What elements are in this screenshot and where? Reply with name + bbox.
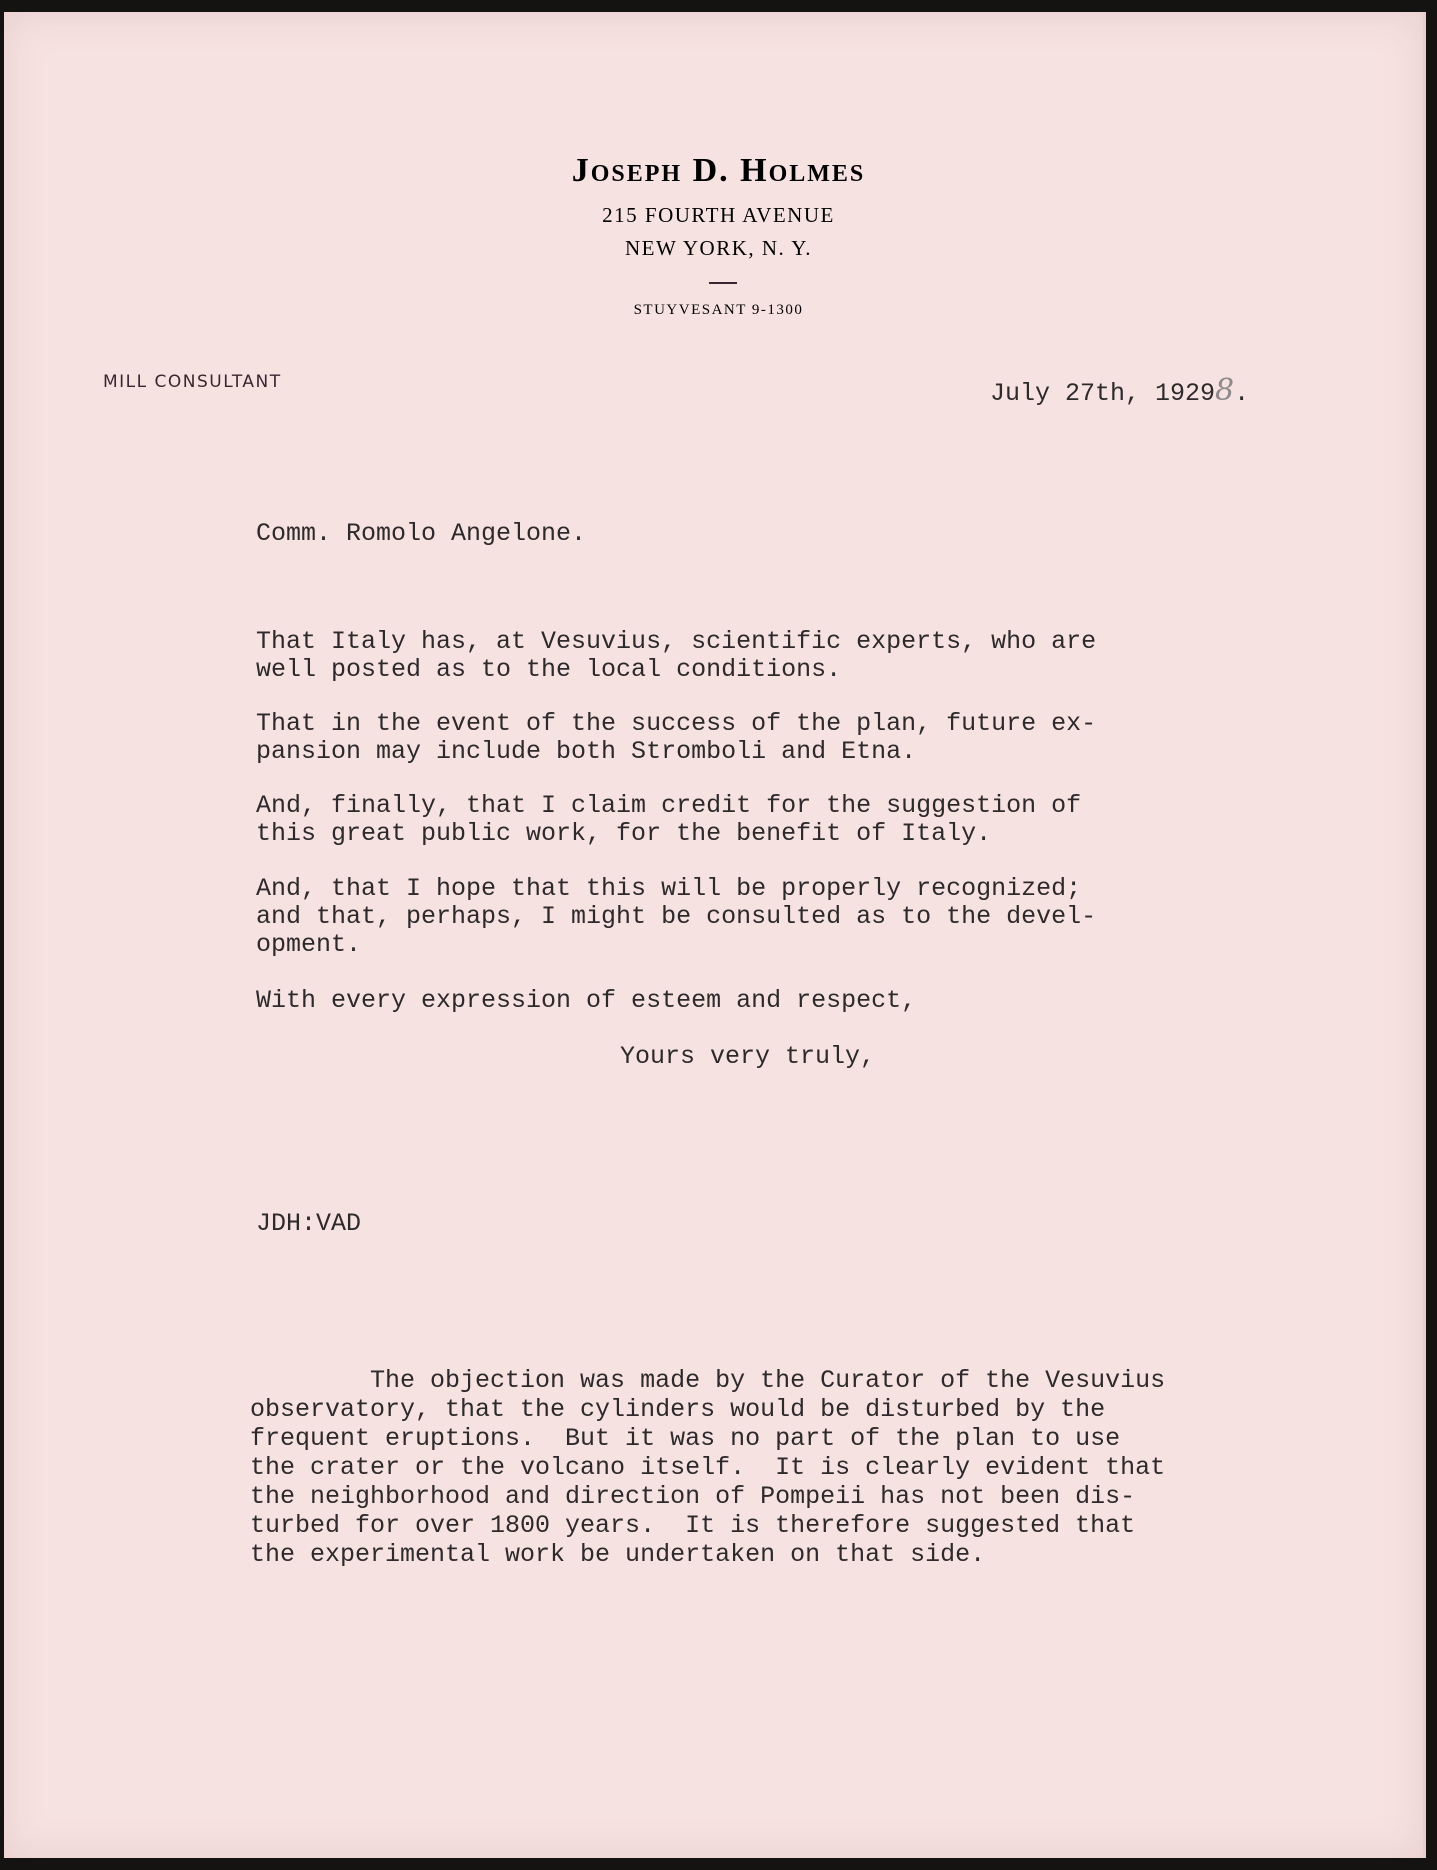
letterhead-divider	[709, 282, 737, 284]
letterhead-address: 215 FOURTH AVENUE	[602, 203, 835, 227]
paragraph-2: That in the event of the success of the plan, future ex- pansion may include both Stromboli and Etna.	[256, 709, 1097, 766]
letterhead-name: Joseph D. Holmes	[571, 152, 866, 189]
paragraph-4: And, that I hope that this will be properly recognized; and that, perhaps, I might be consulted as to the devel- opment.	[256, 874, 1097, 959]
letter-date	[990, 373, 1250, 408]
date-period: .	[1234, 379, 1250, 408]
paragraph-5: With every expression of esteem and respect,	[256, 986, 917, 1015]
letterhead-city: NEW YORK, N. Y.	[624, 236, 812, 260]
reference-initials: JDH:VAD	[256, 1209, 362, 1238]
paragraph-1: That Italy has, at Vesuvius, scientific experts, who are well posted as to the local conditions.	[256, 627, 1097, 684]
date-text: July 27th, 1929	[990, 379, 1216, 408]
closing: Yours very truly,	[620, 1042, 876, 1071]
letterhead-title: MILL CONSULTANT	[103, 372, 282, 392]
date-handwritten-correction: 8	[1215, 373, 1235, 408]
paragraph-3: And, finally, that I claim credit for the suggestion of this great public work, for the benefit of Italy.	[256, 791, 1082, 848]
letterhead-phone: STUYVESANT 9-1300	[633, 302, 804, 318]
postscript: The objection was made by the Curator of the Vesuvius observatory, that the cylinders would be disturbed by the frequent eruptions. But it was no part of the plan to use the crater or the volcano itself. It is clearly evident that the neighborhood and direction of Pompeii has not been dis- turbed for over 1800 years. It is therefore suggested that the experimental work be undertaken on that side.	[250, 1366, 1166, 1569]
salutation: Comm. Romolo Angelone.	[256, 519, 587, 548]
